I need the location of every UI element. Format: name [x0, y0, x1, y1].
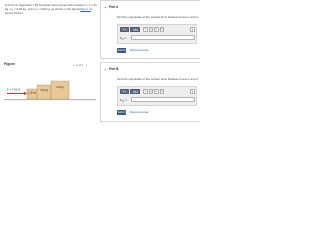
chevron-down-icon	[104, 68, 107, 71]
part-b-panel	[100, 62, 200, 122]
part-b-answer-label: F₂₃ =	[120, 97, 127, 102]
chevron-left-icon[interactable]	[72, 64, 75, 67]
part-a-answer-panel	[117, 24, 197, 44]
boxes-figure	[4, 70, 96, 120]
part-b-answer-panel	[117, 86, 197, 106]
part-a-answer-row	[120, 35, 195, 40]
force-arrowhead	[24, 92, 27, 95]
box-2-label: 3.20 kg	[40, 89, 48, 92]
part-a-title: Part A	[109, 5, 119, 9]
svg-text:ΑΣφ: ΑΣφ	[132, 91, 138, 93]
template-icon	[121, 28, 128, 31]
part-b-question: Find the magnitude of the contact force between boxes 2 and 3.	[117, 77, 199, 81]
redo-button[interactable]	[149, 89, 154, 94]
part-a-toolbar	[120, 27, 196, 32]
box-1-label: 1.30 kg	[28, 91, 36, 95]
figure-link[interactable]: Figure 1	[80, 7, 91, 12]
part-b-answer-input[interactable]	[131, 97, 195, 102]
alpha-icon	[131, 28, 139, 31]
part-a-submit-button[interactable]: Submit	[117, 48, 126, 52]
chevron-right-icon[interactable]	[85, 64, 88, 67]
alpha-icon	[131, 90, 139, 93]
chevron-down-icon	[104, 6, 107, 9]
keyboard-icon	[161, 90, 164, 93]
redo-icon	[150, 28, 153, 31]
undo-button[interactable]	[143, 27, 148, 32]
part-b-title: Part B	[109, 67, 119, 71]
help-icon: ?	[191, 27, 194, 32]
symbol-button[interactable]	[130, 27, 140, 32]
part-b-answer-row	[120, 97, 195, 102]
problem-statement	[5, 3, 97, 16]
part-b-toolbar	[120, 89, 196, 94]
part-a-header[interactable]	[104, 5, 118, 9]
help-button[interactable]	[190, 89, 195, 94]
template-button[interactable]	[120, 27, 129, 32]
part-a-request-answer-link[interactable]: Request Answer	[130, 49, 149, 52]
box-3-label: 4.90 kg	[56, 86, 64, 89]
box-2	[37, 85, 51, 99]
undo-button[interactable]	[143, 89, 148, 94]
part-a-question: Find the magnitude of the contact force between boxes 1 and 2.	[117, 15, 199, 19]
help-button[interactable]	[190, 27, 195, 32]
redo-icon	[150, 90, 153, 93]
svg-text:ΑΣφ: ΑΣφ	[132, 29, 138, 31]
reset-icon	[155, 28, 158, 31]
figure-page-indicator: 1 of 1	[76, 63, 83, 67]
undo-icon	[144, 90, 147, 93]
part-a-answer-input[interactable]	[131, 35, 195, 40]
keyboard-button[interactable]	[160, 89, 165, 94]
part-b-request-answer-link[interactable]: Request Answer	[130, 111, 149, 114]
redo-button[interactable]	[149, 27, 154, 32]
part-a-answer-label: F₁₂ =	[120, 35, 127, 40]
problem-text-start: A force of magnitude 7.50 N pushes three boxes with masses m₁ = 1.30 kg, m₂ = 3.20 kg, and m₃ = 4.90 kg, as shown in the figure(	[5, 3, 97, 12]
help-icon: ?	[191, 89, 194, 94]
part-b-header[interactable]	[104, 67, 118, 71]
undo-icon	[144, 28, 147, 31]
part-b-submit-button[interactable]: Submit	[117, 110, 126, 114]
force-label: F = 7.50 N	[7, 87, 21, 92]
keyboard-icon	[161, 28, 164, 31]
template-button[interactable]	[120, 89, 129, 94]
reset-icon	[155, 90, 158, 93]
figure-title: Figure	[4, 62, 15, 66]
figure-pager	[70, 63, 89, 67]
reset-button[interactable]	[154, 27, 159, 32]
part-a-panel	[100, 0, 200, 59]
template-icon	[121, 90, 128, 93]
keyboard-button[interactable]	[160, 27, 165, 32]
reset-button[interactable]	[154, 89, 159, 94]
symbol-button[interactable]	[130, 89, 140, 94]
box-3	[51, 81, 69, 99]
problem-text-end: ). Ignore friction.	[5, 7, 93, 16]
